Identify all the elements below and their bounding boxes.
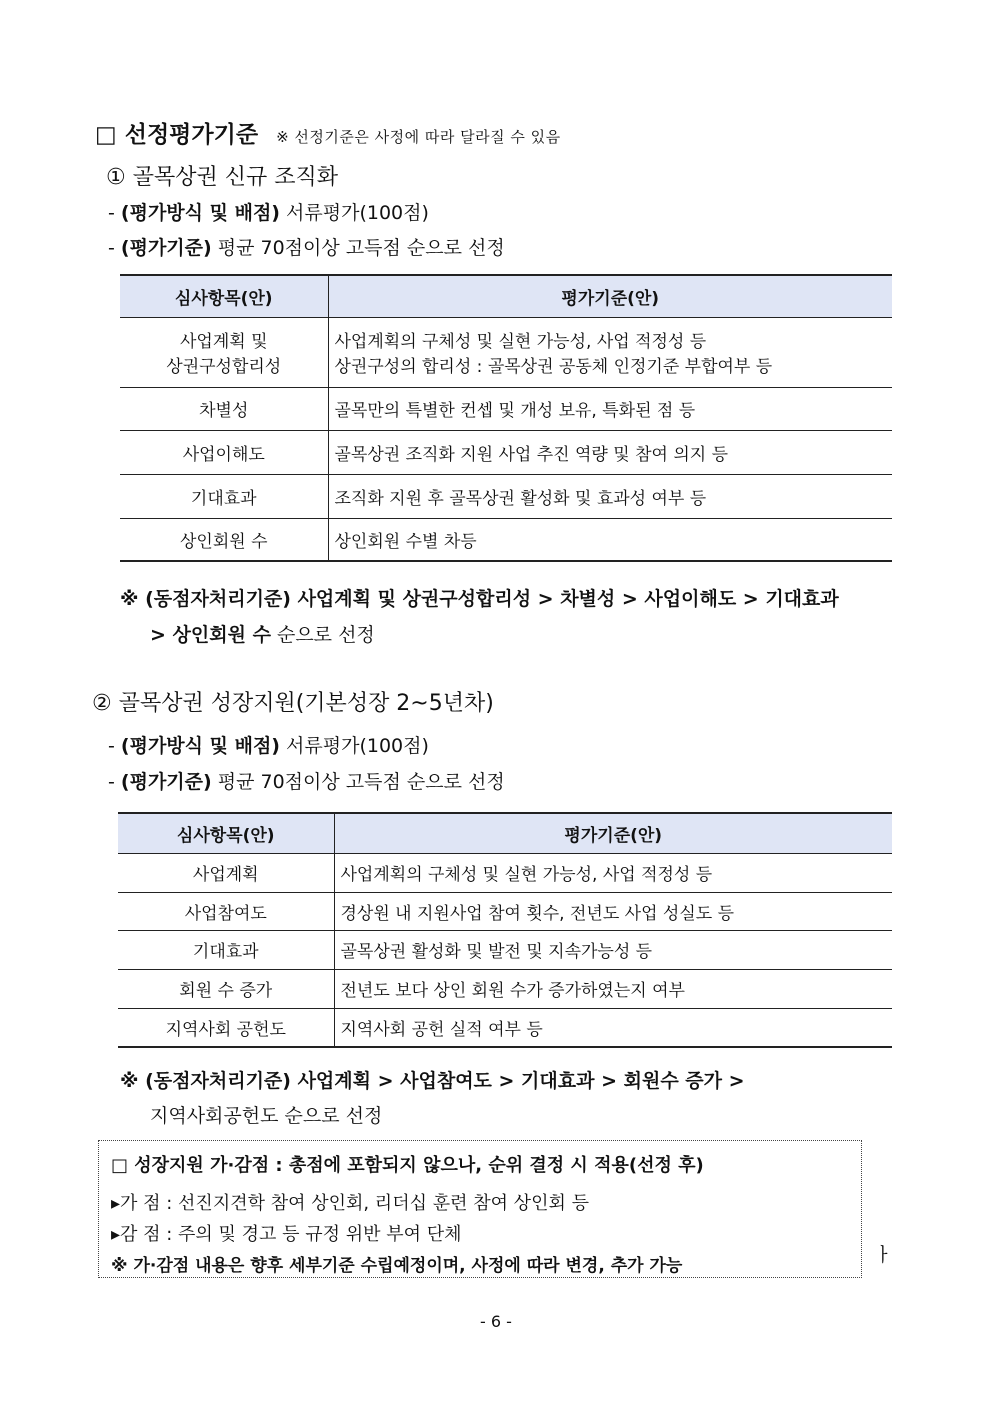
table-cell-item: 기대효과 [118,930,334,969]
box-plus-line: ▸가 점 : 선진지견학 참여 상인회, 리더십 훈련 참여 상인회 등 [111,1193,589,1214]
table-cell-item: 기대효과 [120,474,328,518]
table-row [118,930,892,969]
table-cell-item: 사업이해도 [120,430,328,474]
part1-tie-rule-cont: > 상인회원 수 순으로 선정 [150,624,375,646]
overflow-glyph: ㅏ [874,1244,893,1266]
table-row [118,853,892,892]
table-header: 심사항목(안) [118,813,334,853]
box-minus-line: ▸감 점 : 주의 및 경고 등 규정 위반 부여 단체 [111,1224,462,1245]
table-header-row [118,813,892,853]
part2-method: - (평가방식 및 배점) 서류평가(100점) [108,735,429,757]
table-cell-criteria: 사업계획의 구체성 및 실현 가능성, 사업 적정성 등 상권구성의 합리성 : 골목상권 공동체 인정기준 부합여부 등 [328,317,892,387]
table-cell-criteria: 골목상권 조직화 지원 사업 추진 역량 및 참여 의지 등 [328,430,892,474]
part2-tie-rule: ※ (동점자처리기준) 사업계획 > 사업참여도 > 기대효과 > 회원수 증가 > [120,1070,745,1092]
table-cell-criteria: 골목만의 특별한 컨셉 및 개성 보유, 특화된 점 등 [328,387,892,430]
part1-criteria: - (평가기준) 평균 70점이상 고득점 순으로 선정 [108,237,505,259]
table-row [120,387,892,430]
part1-heading: ① 골목상권 신규 조직화 [106,165,338,190]
page-number: - 6 - [480,1312,512,1331]
section-title [95,116,561,149]
table-row [118,1008,892,1047]
part2-tie-rule-cont: 지역사회공헌도 순으로 선정 [150,1105,383,1127]
table-cell-item: 차별성 [120,387,328,430]
part1-method: - (평가방식 및 배점) 서류평가(100점) [108,202,429,224]
title-checkbox-icon: □ [95,122,117,148]
box-title: □ 성장지원 가·감점 : 총점에 포함되지 않으나, 순위 결정 시 적용(선정 후) [111,1155,704,1176]
table-row [120,317,892,387]
table-cell-criteria: 조직화 지원 후 골목상권 활성화 및 효과성 여부 등 [328,474,892,518]
table-row [120,474,892,518]
title-note: ※ 선정기준은 사정에 따라 달라질 수 있음 [276,128,561,146]
box-note-line: ※ 가·감점 내용은 향후 세부기준 수립예정이며, 사정에 따라 변경, 추가 가능 [111,1256,683,1276]
table-cell-item: 회원 수 증가 [118,969,334,1008]
table-cell-criteria: 지역사회 공헌 실적 여부 등 [334,1008,892,1047]
table-header: 평가기준(안) [328,275,892,317]
part1-table [120,274,892,562]
table-header-row [120,275,892,317]
table-cell-criteria: 사업계획의 구체성 및 실현 가능성, 사업 적정성 등 [334,853,892,892]
table-row [118,892,892,930]
table-cell-item: 사업참여도 [118,892,334,930]
table-row [120,430,892,474]
table-cell-criteria: 경상원 내 지원사업 참여 횟수, 전년도 사업 성실도 등 [334,892,892,930]
table-header: 심사항목(안) [120,275,328,317]
table-cell-item: 상인회원 수 [120,518,328,561]
table-row [118,969,892,1008]
table-cell-criteria: 전년도 보다 상인 회원 수가 증가하였는지 여부 [334,969,892,1008]
table-header: 평가기준(안) [334,813,892,853]
part2-criteria: - (평가기준) 평균 70점이상 고득점 순으로 선정 [108,771,505,793]
table-cell-item: 사업계획 [118,853,334,892]
table-cell-criteria: 상인회원 수별 차등 [328,518,892,561]
table-row [120,518,892,561]
bonus-penalty-box [98,1140,862,1278]
table-cell-item: 지역사회 공헌도 [118,1008,334,1047]
part2-table [118,812,892,1048]
part2-heading: ② 골목상권 성장지원(기본성장 2~5년차) [92,691,494,716]
table-cell-criteria: 골목상권 활성화 및 발전 및 지속가능성 등 [334,930,892,969]
title-text: 선정평가기준 [124,122,259,148]
table-cell-item: 사업계획 및 상권구성합리성 [120,317,328,387]
part1-tie-rule: ※ (동점자처리기준) 사업계획 및 상권구성합리성 > 차별성 > 사업이해도 > 기대효과 [120,588,839,610]
